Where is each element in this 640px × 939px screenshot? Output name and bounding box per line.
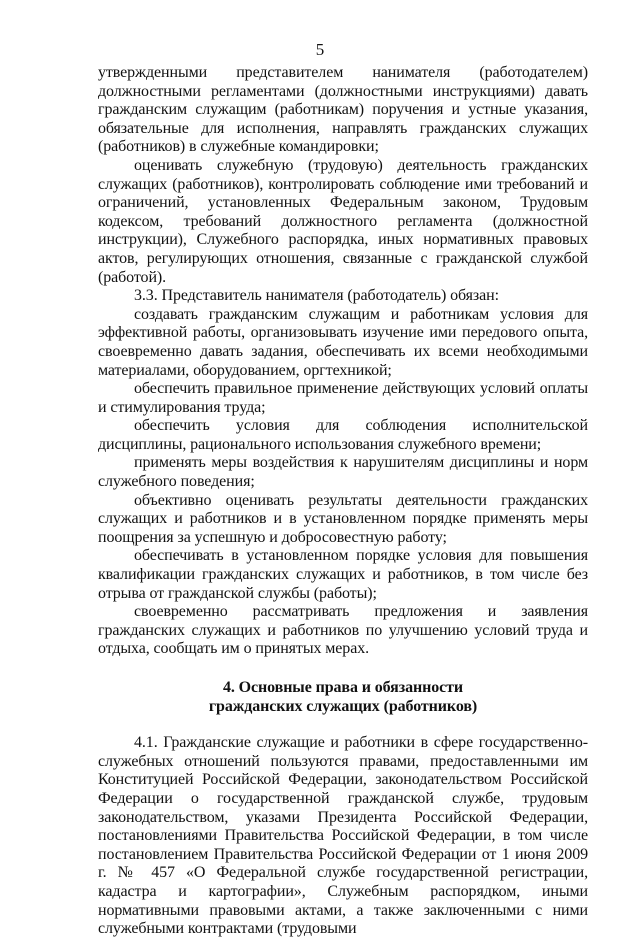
section-heading (98, 679, 588, 716)
paragraph: обеспечить правильное применение действующих условий оплаты и стимулирования труда; (98, 380, 588, 416)
paragraph: объективно оценивать результаты деятельности гражданских служащих и работников и в установленном порядке применять меры поощрения за успешную и добросовестную работу; (98, 491, 588, 546)
paragraph: 3.3. Представитель нанимателя (работодатель) обязан: (134, 287, 499, 305)
paragraph: создавать гражданским служащим и работникам условия для эффективной работы, организовывать изучение ими передового опыта, своевременно давать задания, обеспечивать их всеми необходимыми материалами, оборудованием, оргтехникой; (98, 305, 588, 379)
paragraph: применять меры воздействия к нарушителям дисциплины и норм служебного поведения; (98, 454, 588, 491)
paragraph: своевременно рассматривать предложения и заявления гражданских служащих и работников по улучшению условий труда и отдыха, сообщать им о принятых мерах. (98, 603, 588, 658)
paragraph: утвержденными представителем нанимателя (работодателем) должностными регламентами (должностными инструкциями) давать гражданским служащим (работникам) поручения и устные указания, обязательные для исполнения, направлять гражданских служащих (работников) в служебные командировки; (98, 64, 588, 156)
top-paragraphs (98, 64, 588, 659)
paragraph: 4.1. Гражданские служащие и работники в сфере государственно-служебных отношений пользуются правами, предоставленными им Конституцией Российской Федерации, законодательством Российской Федерации о государственной гражданской службе, трудовым законодательством, указами Президента Российской Федерации, постановлениями Правительства Российской Федерации, в том числе постановлением Правительства Российской Федерации от 1 июня 2009 г. № 457 «О Федеральной службе государственной регистрации, кадастра и картографии», Служебным распорядком, иными нормативными правовыми актами, а также заключенными с ними служебными контрактами (трудовыми (98, 734, 588, 938)
paragraph: обеспечить условия для соблюдения исполнительской дисциплины, рационального использования служебного времени; (98, 417, 588, 453)
section-heading-line-1: 4. Основные права и обязанности (222, 679, 463, 696)
paragraph: обеспечивать в установленном порядке условия для повышения квалификации гражданских служащих и работников, в том числе без отрыва от гражданской службы (работы); (98, 547, 588, 602)
paragraph: оценивать служебную (трудовую) деятельность гражданских служащих (работников), контролировать соблюдение ими требований и ограничений, установленных Федеральным законом, Трудовым кодексом, требований должностного регламента (должностной инструкции), Служебного распорядка, иных нормативных правовых актов, регулирующих отношения, связанные с гражданской службой (работой). (98, 156, 588, 286)
document-body (98, 64, 588, 939)
page-number: 5 (315, 40, 325, 59)
section-heading-line-2: гражданских служащих (работников) (208, 697, 478, 715)
bottom-paragraphs (98, 734, 588, 939)
